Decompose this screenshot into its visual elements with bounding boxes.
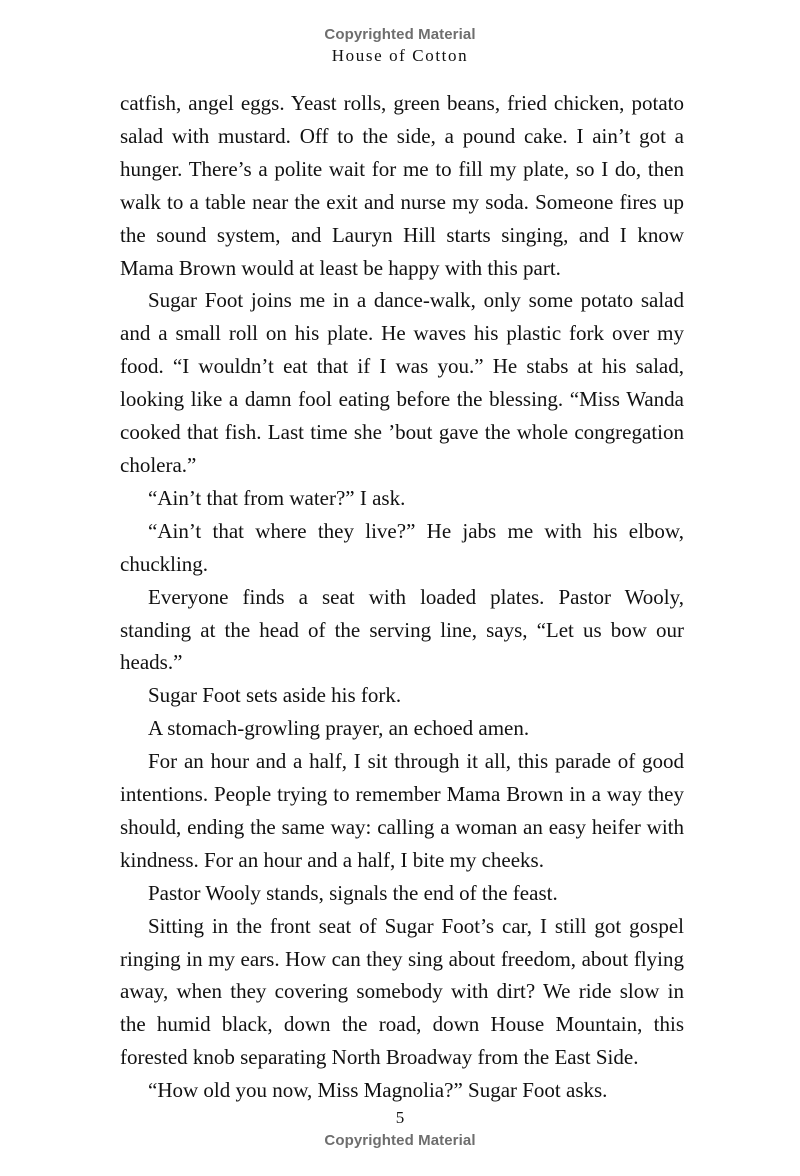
running-head-title: House of Cotton bbox=[331, 46, 469, 65]
paragraph: Everyone finds a seat with loaded plates. Pastor Wooly, standing at the head of the serving line, says, “Let us bow our heads.” bbox=[120, 584, 684, 675]
page-number: 5 bbox=[395, 1108, 405, 1127]
paragraph: catfish, angel eggs. Yeast rolls, green beans, fried chicken, potato salad with mustard. Off to the side, a pound cake. I ain’t got a hunger. There’s a polite wait for me to fill my plate, so I do, then walk to a table near the exit and nurse my soda. Someone fires up the sound system, and Lauryn Hill starts singing, and I know Mama Brown would at least be happy with this part. bbox=[120, 91, 684, 280]
paragraph: “How old you now, Miss Magnolia?” Sugar Foot asks. bbox=[148, 1078, 608, 1103]
paragraph: Sugar Foot joins me in a dance-walk, only some potato salad and a small roll on his plate. He waves his plastic fork over my food. “I wouldn’t eat that if I was you.” He stabs at his salad, looking like a damn fool eating before the blessing. “Miss Wanda cooked that fish. Last time she ’bout gave the whole congregation cholera.” bbox=[120, 288, 684, 477]
watermark-bottom: Copyrighted Material bbox=[324, 1132, 476, 1149]
paragraph: A stomach-growling prayer, an echoed amen. bbox=[148, 716, 530, 741]
paragraph: Sugar Foot sets aside his fork. bbox=[148, 683, 402, 708]
paragraph: Sitting in the front seat of Sugar Foot’s car, I still got gospel ringing in my ears. How can they sing about freedom, about flying away, when they covering somebody with dirt? We ride slow in the humid black, down the road, down House Mountain, this forested knob separating North Broadway from the East Side. bbox=[120, 913, 684, 1070]
paragraph: Pastor Wooly stands, signals the end of the feast. bbox=[148, 880, 558, 905]
paragraph: For an hour and a half, I sit through it all, this parade of good intentions. People trying to remember Mama Brown in a way they should, ending the same way: calling a woman an easy heifer with kindness. For an hour and a half, I bite my cheeks. bbox=[120, 749, 684, 872]
watermark-top: Copyrighted Material bbox=[324, 26, 476, 43]
paragraph: “Ain’t that where they live?” He jabs me with his elbow, chuckling. bbox=[120, 518, 684, 576]
body-text bbox=[120, 87, 684, 1107]
paragraph: “Ain’t that from water?” I ask. bbox=[148, 485, 406, 510]
